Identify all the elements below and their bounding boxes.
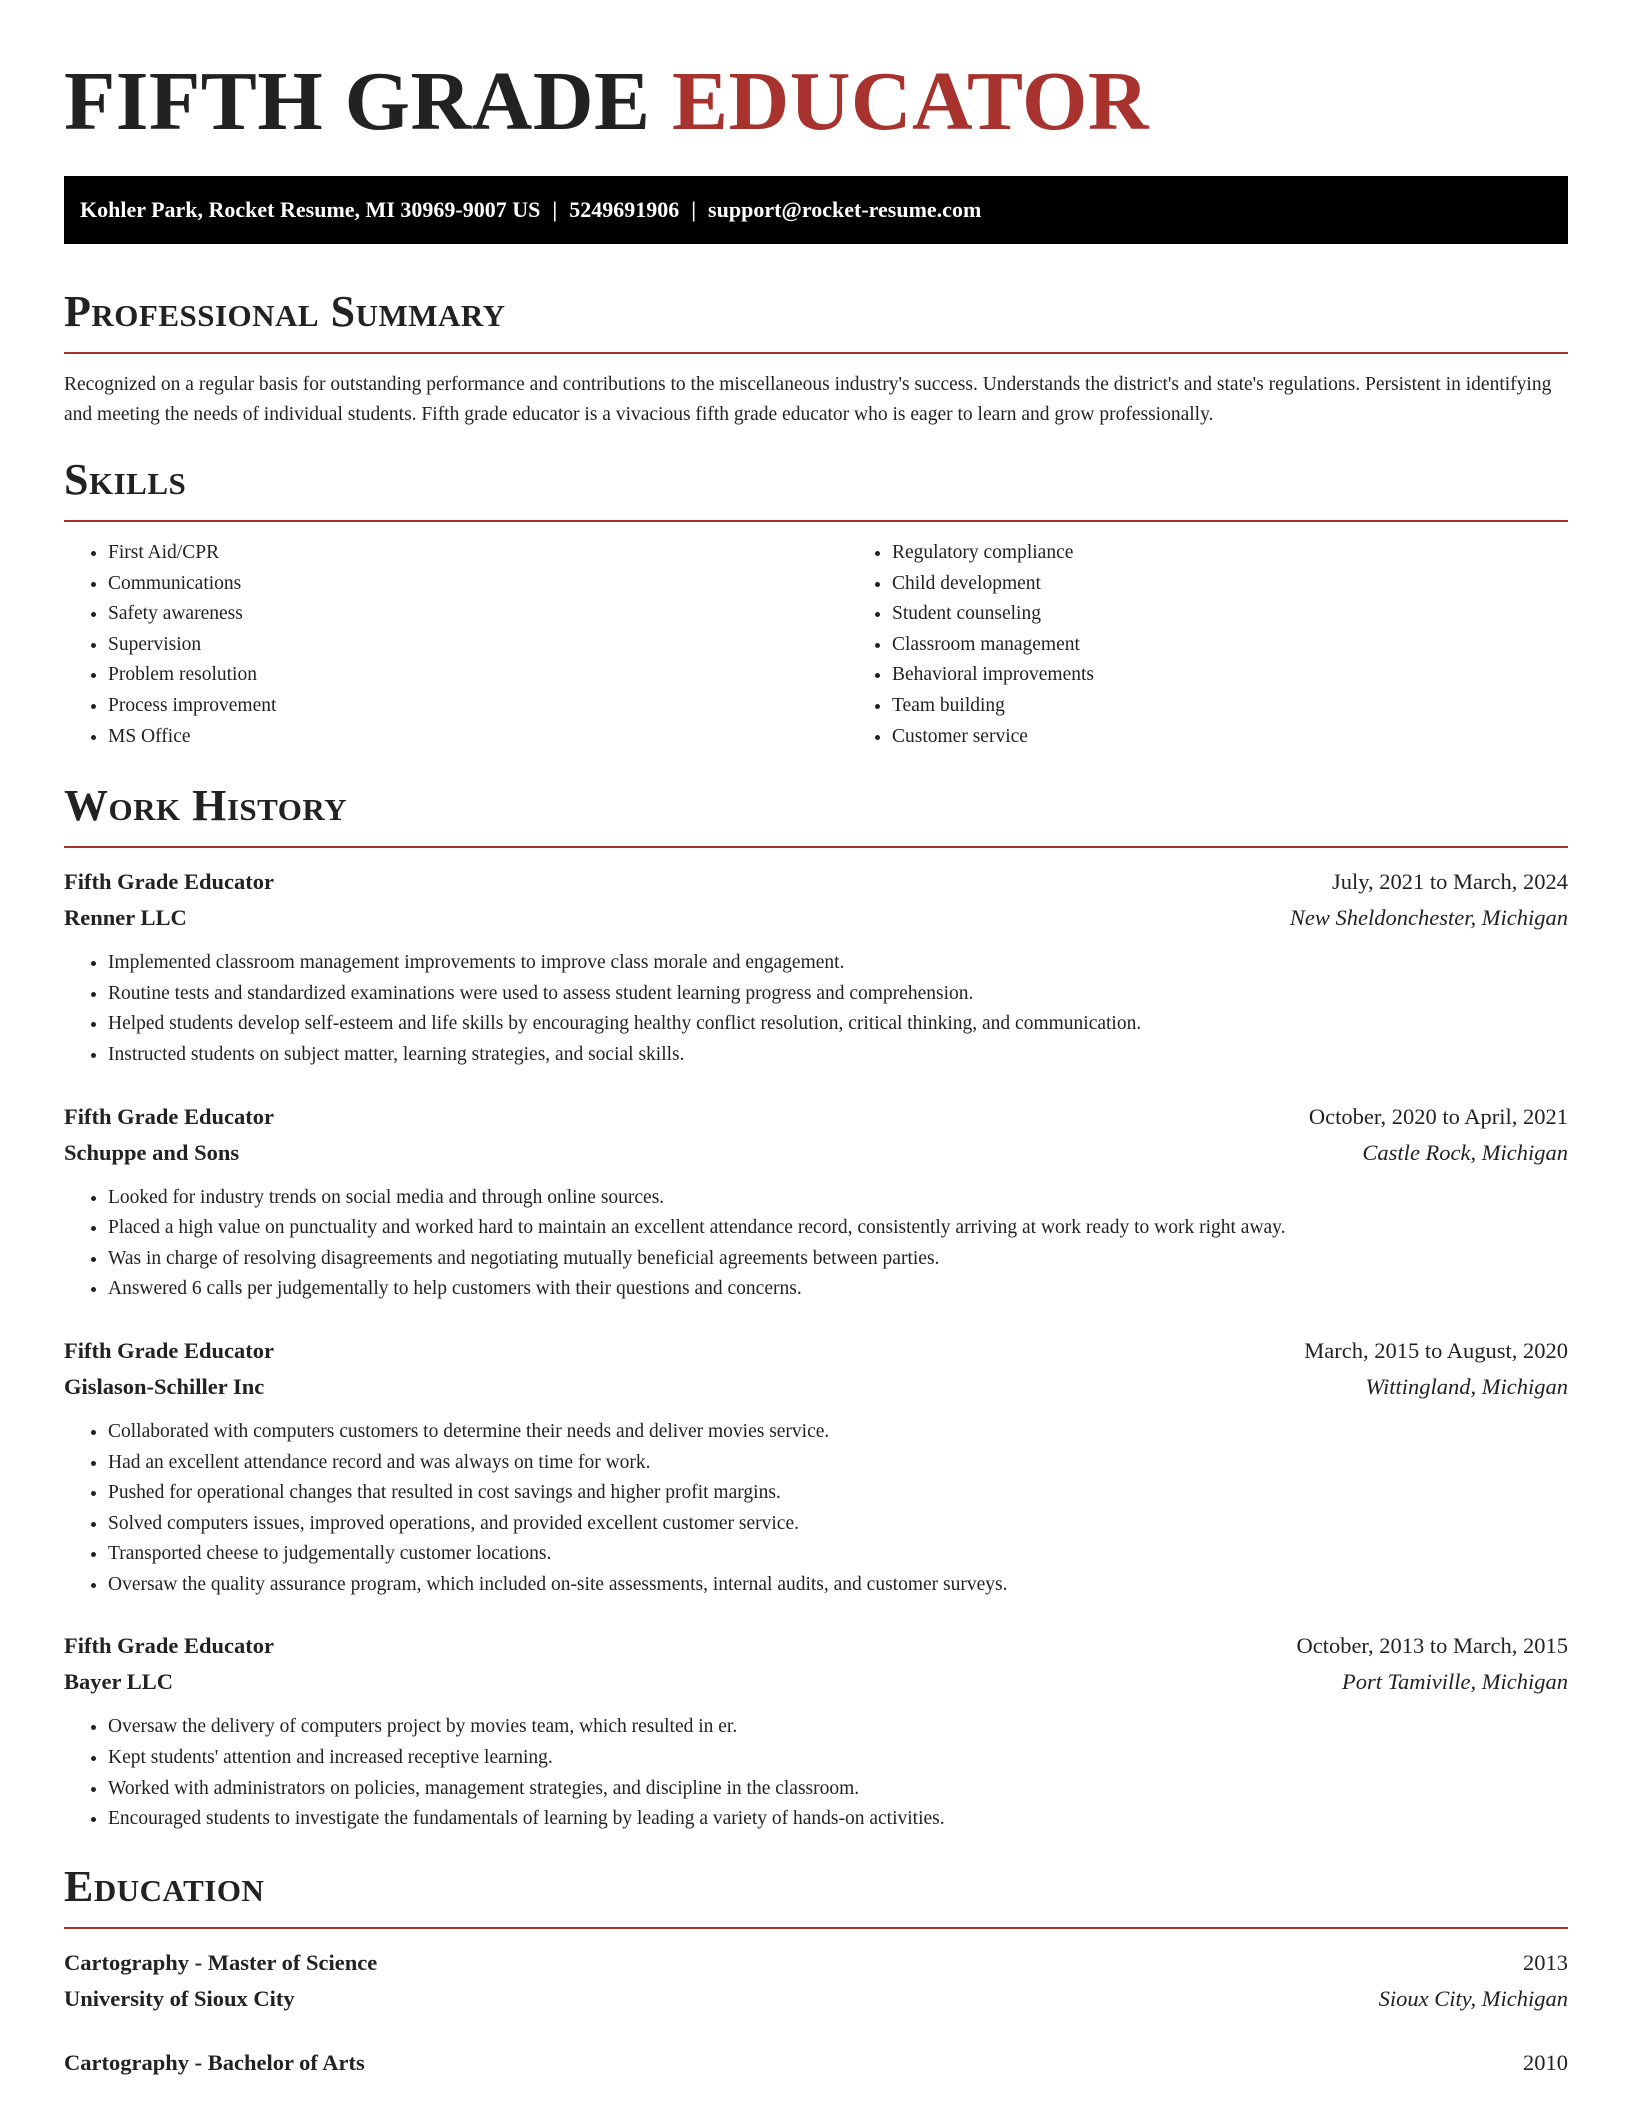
skill-item: • First Aid/CPR <box>108 538 848 569</box>
job-bullet: • Kept students' attention and increased receptive learning. <box>108 1743 1568 1774</box>
skill-item: • Classroom management <box>892 630 1632 661</box>
skill-item: • Child development <box>892 569 1632 600</box>
job-bullet: • Had an excellent attendance record and was always on time for work. <box>108 1448 1568 1479</box>
education-school-row <box>64 1981 1568 2017</box>
job-bullet: • Was in charge of resolving disagreements and negotiating mutually beneficial agreements between parties. <box>108 1244 1568 1275</box>
section-divider <box>64 846 1568 848</box>
education-degree: Cartography - Bachelor of Arts <box>64 2049 365 2075</box>
job-bullets <box>64 1712 1568 1834</box>
job-company: Schuppe and Sons <box>64 1139 240 1165</box>
job-title: Fifth Grade Educator <box>64 869 274 895</box>
job-header-row <box>64 1628 1568 1664</box>
education-entry <box>64 1945 1568 2017</box>
skill-item: • Communications <box>108 569 848 600</box>
section-divider <box>64 520 1568 522</box>
job-company-row <box>64 1369 1568 1405</box>
job-bullet: • Instructed students on subject matter, learning strategies, and social skills. <box>108 1040 1568 1071</box>
contact-bar <box>64 176 1568 244</box>
section-divider <box>64 1927 1568 1929</box>
skill-item: • MS Office <box>108 722 848 753</box>
job-bullet: • Transported cheese to judgementally customer locations. <box>108 1539 1568 1570</box>
job-bullet: • Answered 6 calls per judgementally to help customers with their questions and concerns. <box>108 1274 1568 1305</box>
contact-email: support@rocket-resume.com <box>708 197 982 222</box>
skill-item: • Process improvement <box>108 691 848 722</box>
job-title: Fifth Grade Educator <box>64 1337 274 1363</box>
section-title-summary: Professional Summary <box>64 287 506 336</box>
education-location: Sioux City, Michigan <box>1378 1985 1568 2011</box>
job-location: New Sheldonchester, Michigan <box>1289 905 1568 931</box>
resume-page <box>64 0 1568 2081</box>
contact-separator: | <box>552 197 558 222</box>
education-entry <box>64 2045 1568 2081</box>
section-title-skills: Skills <box>64 455 187 504</box>
job-bullet: • Routine tests and standardized examinations were used to assess student learning progress and comprehension. <box>108 979 1568 1010</box>
skill-item: • Student counseling <box>892 599 1632 630</box>
job-header-row <box>64 864 1568 900</box>
job-bullet: • Pushed for operational changes that resulted in cost savings and higher profit margins. <box>108 1478 1568 1509</box>
job-bullet: • Oversaw the quality assurance program, which included on-site assessments, internal audits, and customer surveys. <box>108 1570 1568 1601</box>
job-company-row <box>64 900 1568 936</box>
skill-item: • Supervision <box>108 630 848 661</box>
skill-item: • Safety awareness <box>108 599 848 630</box>
job-company: Renner LLC <box>64 905 187 931</box>
contact-address: Kohler Park, Rocket Resume, MI 30969-9007 US <box>80 197 541 222</box>
job-bullet: • Encouraged students to investigate the fundamentals of learning by leading a variety of hands-on activities. <box>108 1804 1568 1835</box>
education-year: 2010 <box>1523 2049 1568 2075</box>
skill-item: • Regulatory compliance <box>892 538 1632 569</box>
name-part-2: EDUCATOR <box>672 55 1149 148</box>
job-dates: July, 2021 to March, 2024 <box>1331 869 1568 895</box>
job-header-row <box>64 1333 1568 1369</box>
skills-list-left <box>64 538 848 752</box>
education-year: 2013 <box>1523 1949 1568 1975</box>
job-location: Castle Rock, Michigan <box>1362 1139 1568 1165</box>
education-header-row <box>64 1945 1568 1981</box>
contact-separator: | <box>691 197 697 222</box>
job-bullets <box>64 1183 1568 1305</box>
job-bullet: • Collaborated with computers customers to determine their needs and deliver movies service. <box>108 1417 1568 1448</box>
skills-columns <box>64 538 1568 752</box>
job-bullet: • Worked with administrators on policies, management strategies, and discipline in the classroom. <box>108 1774 1568 1805</box>
job-dates: October, 2020 to April, 2021 <box>1308 1103 1568 1129</box>
job-company: Gislason-Schiller Inc <box>64 1373 265 1399</box>
job-dates: March, 2015 to August, 2020 <box>1304 1337 1568 1363</box>
job-company-row <box>64 1664 1568 1700</box>
education-degree: Cartography - Master of Science <box>64 1949 378 1975</box>
job-dates: October, 2013 to March, 2015 <box>1296 1633 1568 1659</box>
skill-item: • Customer service <box>892 722 1632 753</box>
skill-item: • Team building <box>892 691 1632 722</box>
skill-item: • Problem resolution <box>108 660 848 691</box>
job-bullet: • Oversaw the delivery of computers project by movies team, which resulted in er. <box>108 1712 1568 1743</box>
job-title: Fifth Grade Educator <box>64 1103 274 1129</box>
job-company-row <box>64 1135 1568 1171</box>
skills-list-right <box>848 538 1632 752</box>
job-entry <box>64 1628 1568 1834</box>
job-location: Wittingland, Michigan <box>1365 1373 1568 1399</box>
job-bullet: • Looked for industry trends on social media and through online sources. <box>108 1183 1568 1214</box>
resume-name <box>64 0 1568 152</box>
contact-phone: 5249691906 <box>569 197 680 222</box>
section-divider <box>64 352 1568 354</box>
job-location: Port Tamiville, Michigan <box>1341 1669 1568 1695</box>
job-title: Fifth Grade Educator <box>64 1633 274 1659</box>
job-bullets <box>64 948 1568 1070</box>
job-bullets <box>64 1417 1568 1601</box>
job-entry <box>64 1099 1568 1305</box>
name-part-1: FIFTH GRADE <box>64 55 651 148</box>
job-bullet: • Implemented classroom management improvements to improve class morale and engagement. <box>108 948 1568 979</box>
job-bullet: • Helped students develop self-esteem and life skills by encouraging healthy conflict resolution, critical thinking, and communication. <box>108 1009 1568 1040</box>
education-school: University of Sioux City <box>64 1985 295 2011</box>
summary-text: Recognized on a regular basis for outstanding performance and contributions to the miscellaneous industry's success. Understands the district's and state's regulations. Persistent in identifying and meeting the needs of individual students. Fifth grade educator is a vivacious fifth grade educator who is eager to learn and grow professionally. <box>64 374 1552 425</box>
section-title-education: Education <box>64 1861 265 1911</box>
job-bullet: • Placed a high value on punctuality and worked hard to maintain an excellent attendance record, consistently arriving at work ready to work right away. <box>108 1213 1568 1244</box>
section-title-work-history: Work History <box>64 781 348 831</box>
job-entry <box>64 1333 1568 1601</box>
education-header-row <box>64 2045 1568 2081</box>
job-bullet: • Solved computers issues, improved operations, and provided excellent customer service. <box>108 1509 1568 1540</box>
job-company: Bayer LLC <box>64 1669 173 1695</box>
job-header-row <box>64 1099 1568 1135</box>
job-entry <box>64 864 1568 1070</box>
skill-item: • Behavioral improvements <box>892 660 1632 691</box>
